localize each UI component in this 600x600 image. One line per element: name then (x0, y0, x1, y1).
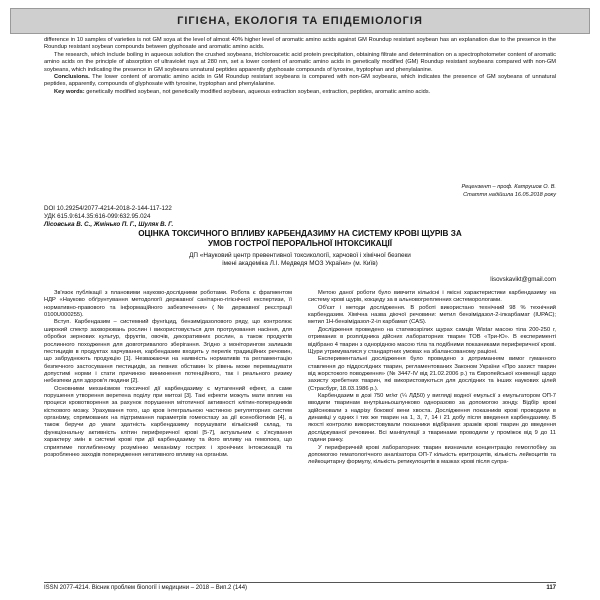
body-paragraph: Вступ. Карбендазим – системний фунгіцид, бензимідазолового ряду, що контролює широкий спектр захворювань рослин і використовується для протруювання насіння, для обробки зернових культур, фруктів, овочів, декоративних рослин, а також продуктів рослинного походження для довготривалого зберігання. Згідно з моніторингом залишків пестицидів в продуктах харчування, карбендазим входить у перелік традиційних речовин, що забруднюють продукцію [1]. Незважаючи на наявність нормативів та регламентацію безпечного застосування пестицидів, за певних обставин їх рівень може перевищувати допустимі норми і стати причиною виникнення потенційного, так і реального ризику небезпеки для здоров'я людини [2]. (44, 319, 292, 385)
page-number: 117 (546, 585, 556, 591)
received-date: Стаття надійшла 16.05.2018 року (463, 191, 556, 198)
footer-divider (44, 582, 556, 583)
affiliation-line: ДП «Науковий центр превентивної токсикології, харчової і хімічної безпеки (189, 252, 411, 259)
body-paragraph: Карбендазим в дозі 750 мг/кг (¼ ЛД50) у вигляді водної емульсії з емульгатором ОП-7 вводили тваринам внутрішньошлунково одноразово за допомогою зонду. Відбір крові здійснювали з надрізу бокової вени хвоста. Дослідження показників крові проводили в динаміці у одних і тих же тварин на 1, 3, 7, 14 і 21 добу після введення карбендазиму. В якості контролю використовували показники відбіраних зразків крові тварин до введення досліджуваної речовини. Всі маніпуляції з тваринами проводили у проміжок від 9 до 11 години ранку. (308, 393, 556, 444)
article-title (44, 229, 556, 249)
title-line: УМОВ ГОСТРОЇ ПЕРОРАЛЬНОЇ ІНТОКСИКАЦІЇ (207, 239, 393, 249)
abstract-paragraph: difference in 10 samples of varieties is not GM soya at the level of almost 40% higher level of aromatic amino acids against GM Roundup resistant soybean has an explanation due to the presence in the Roundup resistant soybean compounds between glyphosate and aromatic amino acids. (44, 37, 556, 51)
doi: DOI 10.29254/2077-4214-2018-2-144-117-122 (44, 205, 172, 212)
keywords-text: genetically modified soybean, not genetically modified soybean, aqueous extraction soybean, extraction, peptides, aromatic amino acids. (84, 88, 431, 95)
keywords-label: Key words: (54, 88, 85, 95)
udc: УДК 615.9:614.35:616-099:632.95.024 (44, 213, 151, 220)
body-right-column (308, 290, 556, 467)
body-paragraph: Основними механізмом токсичної дії карбендазиму є мутагенний ефект, а саме порушення утворення веретена поділу при митозі [3]. Такі ефекти можуть мати вплив на процеси кровотворення за рахунок порушення мітотичної активності клітин-попередників кісткового мозку. Урахування того, що кров інтегральною частиною регуляторних систем організму, спрямованих на підтримання параметрів гомеостазу за дії ксенобіотиків [4], а також беручи до уваги здатність карбендазиму порушувати кількісний склад, та функціональну активність клітин периферичної крові [5-7], актуальним є з'ясування характеру змін в системі крові при дії карбендазиму та його впливу на гемопоез, що сприятиме поглибленому розумінню механізму гострих і хронічних інтоксикацій та розробленню заходів попередження негативного впливу на організм. (44, 385, 292, 458)
journal-citation: ISSN 2077-4214. Вісник проблем біології і медицини – 2018 – Вип.2 (144) (44, 585, 248, 591)
abstract-paragraph: The research, which include boiling in aqueous solution the crushed soybeans, trichloroacetic acid protein precipitation, obtaining filtrate and determination on a spectrophotometer content of aromatic amino acids on the principle of absorption of ultraviolet rays at 280 nm, set a lower content of aromatic amino acids in genetically modified (GM) Roundup resistant soybeans compared with non-GM soybeans, which indicating the presence in GM soybeans unnatural peptides apparently glyphosate compounds of tyrosine, tryptophan and phenylalanine. (44, 51, 556, 73)
article-meta (44, 205, 173, 229)
abstract-block (44, 37, 556, 96)
conclusions-label: Conclusions. (54, 74, 90, 81)
body-left-column (44, 290, 292, 459)
affiliation (44, 252, 556, 269)
author-email[interactable]: lisovskavikt@gmail.com (490, 276, 556, 283)
page-footer (44, 585, 556, 591)
body-paragraph: Дослідження проведено на статевозрілих щурах самців Wistar масою тіла 200-250 г, отриманих в розплідника дійсних лабораторних тварин ТОВ «Три-Ю». В експерименті відібрано 4 тварин з однорідною масою тіла та подібними показниками периферичної крові. Щури утримувалися у стандартних умовах на збалансованому раціоні. (308, 326, 556, 355)
abstract-conclusions (44, 74, 556, 89)
body-paragraph: Зв'язок публікації з плановими науково-дослідними роботами. Робота є фрагментом НДР «Науково обґрунтування методології державної санітарно-гігієнічної експертизи, її нормативно-правового та інформаційного забезпечення» (№ державної реєстрації 0100U000255). (44, 290, 292, 319)
body-paragraph: У периферичній крові лабораторних тварин визначали концентрацію гемоглобіну за допомогою гематологічного аналізатора ОП-7 кількість еритроцитів, кількість лейкоцитів та лейкоцитарну формулу, кількість ретикулоцитів в мазках крові після супра- (308, 444, 556, 466)
body-paragraph: Об'єкт і методи дослідження. В роботі використано технічний 98 % технічний карбендазим. Хімічна назва діючої речовини: метил бензімідазол-2-ілкарбамат (IUPAC); метил 1Н-бензімідазол-2-іл карбамат (CAS). (308, 304, 556, 326)
reviewer-info (461, 184, 556, 199)
body-paragraph: Експериментальні дослідження було проведено з дотриманням вимог гуманного ставлення до піддослідних тварин, регламентованих Законом України «Про захист тварин від жорстокого поводження» (№ 3447-IV від 21.02.2006 р.) та Європейської конвенції щодо захисту хребетних тварин, які використовуються для дослідних та інших наукових цілей (Страсбург, 18.03.1986 р.). (308, 356, 556, 392)
affiliation-line: імені академіка Л.І. Медведя МОЗ України» (м. Київ) (222, 260, 378, 268)
title-line: ОЦІНКА ТОКСИЧНОГО ВПЛИВУ КАРБЕНДАЗИМУ НА СИСТЕМУ КРОВІ ЩУРІВ ЗА (138, 229, 462, 238)
section-title: ГІГІЄНА, ЕКОЛОГІЯ ТА ЕПІДЕМІОЛОГІЯ (177, 15, 423, 27)
reviewer-line: Рецензент – проф. Катрушов О. В. (461, 184, 556, 190)
conclusions-text: The lower content of aromatic amino acids in GM Roundup resistant soybeans is compared with non-GM soybeans, which indicates the presence of GM soybeans of unnatural peptides, apparently, compounds of glyphosate with tyrosine, tryptophan and phenylalanine. (44, 74, 556, 88)
authors: Лісовська В. С., Жмінько П. Г., Шуляк В. Г. (44, 221, 174, 228)
section-header (10, 8, 590, 34)
body-paragraph: Метою даної роботи було вивчити кількісні і якісні характеристики карбендазиму на систему крові щурів, кокцеду за в альновогрепленних системорологами. (308, 290, 556, 304)
abstract-keywords (44, 89, 556, 96)
